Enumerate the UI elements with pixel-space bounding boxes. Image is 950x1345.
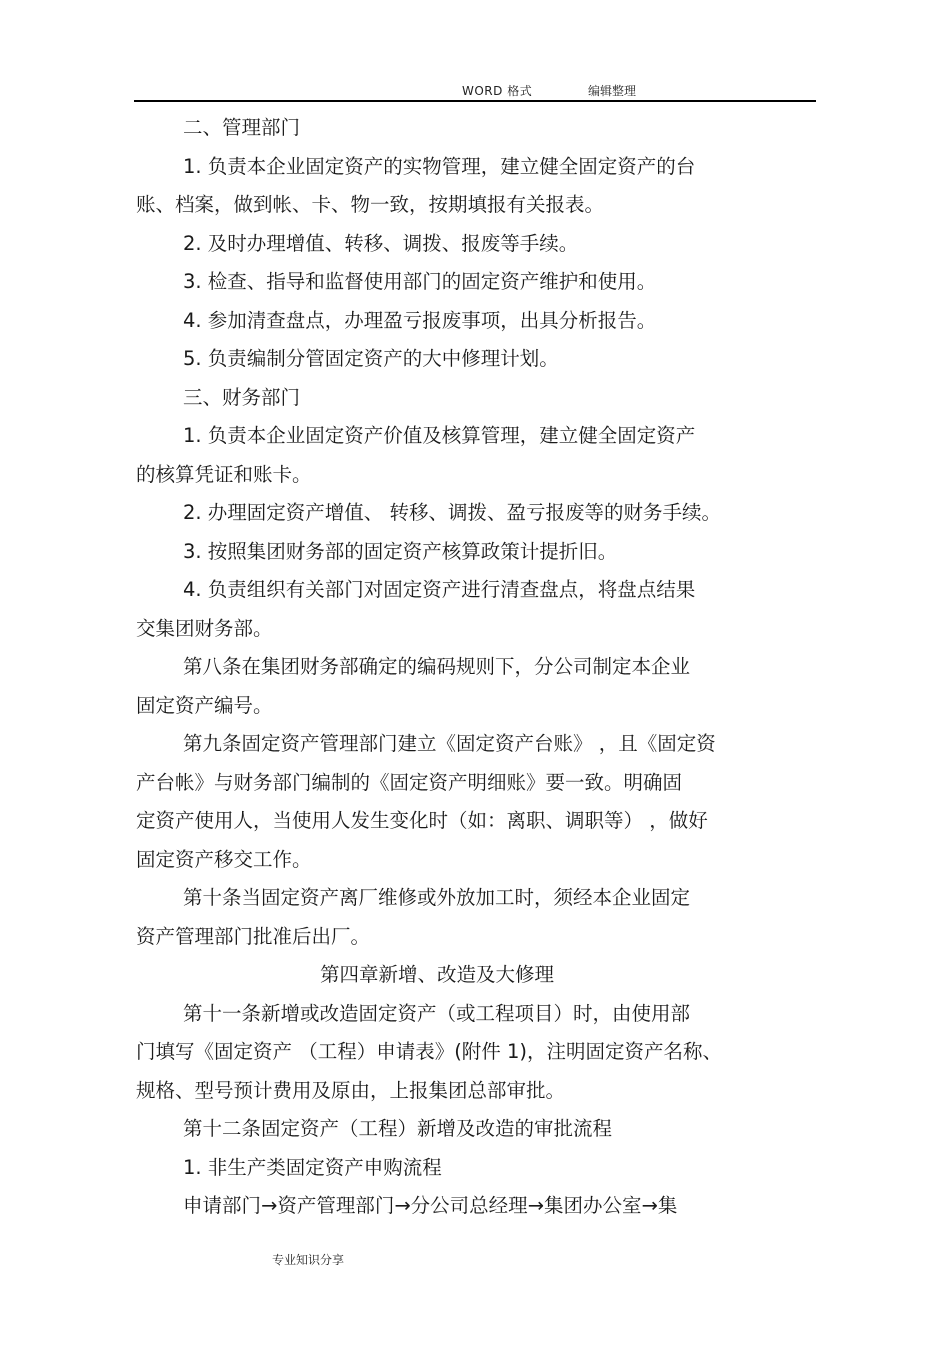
text-line: 二、管理部门 <box>183 116 301 139</box>
text-line: 5. 负责编制分管固定资产的大中修理计划。 <box>183 347 559 370</box>
text-line: 规格、型号预计费用及原由，上报集团总部审批。 <box>136 1078 566 1102</box>
text-line: 固定资产编号。 <box>136 693 273 717</box>
text-line: 2. 办理固定资产增值、 转移、调拨、盈亏报废等的财务手续。 <box>183 501 722 524</box>
text-line: 三、财务部门 <box>183 385 301 409</box>
text-line: 第十一条新增或改造固定资产（或工程项目）时，由使用部 <box>183 1001 691 1025</box>
page-footer: 专业知识分享 <box>272 1253 345 1267</box>
chapter-heading: 第四章新增、改造及大修理 <box>320 963 555 986</box>
text-line: 交集团财务部。 <box>136 616 273 640</box>
header-rule <box>134 100 816 102</box>
text-line: 第十条当固定资产离厂维修或外放加工时，须经本企业固定 <box>183 886 691 909</box>
text-line: 申请部门→资产管理部门→分公司总经理→集团办公室→集 <box>183 1194 678 1217</box>
text-line: 账、档案，做到帐、卡、物一致，按期填报有关报表。 <box>136 193 605 216</box>
text-line: 门填写《固定资产 （工程）申请表》(附件 1)，注明固定资产名称、 <box>136 1040 723 1063</box>
text-line: 3. 检查、指导和监督使用部门的固定资产维护和使用。 <box>183 270 657 293</box>
text-line: 产台帐》与财务部门编制的《固定资产明细账》要一致。明确固 <box>136 770 683 794</box>
text-line: 固定资产移交工作。 <box>136 847 312 871</box>
text-line: 3. 按照集团财务部的固定资产核算政策计提折旧。 <box>183 539 618 563</box>
text-line: 1. 负责本企业固定资产价值及核算管理，建立健全固定资产 <box>183 424 696 447</box>
text-line: 资产管理部门批准后出厂。 <box>136 924 371 948</box>
text-line: 第八条在集团财务部确定的编码规则下，分公司制定本企业 <box>183 655 691 678</box>
document-body <box>136 109 816 1226</box>
text-line: 4. 负责组织有关部门对固定资产进行清查盘点，将盘点结果 <box>183 578 696 601</box>
text-line: 1. 非生产类固定资产申购流程 <box>183 1155 442 1179</box>
header-format-label: WORD 格式 <box>462 84 533 98</box>
page-header <box>0 80 950 100</box>
text-line: 的核算凭证和账卡。 <box>136 462 312 486</box>
text-line: 第十二条固定资产（工程）新增及改造的审批流程 <box>183 1117 613 1140</box>
text-line: 2. 及时办理增值、转移、调拨、报废等手续。 <box>183 231 579 255</box>
header-edit-label: 编辑整理 <box>588 84 637 98</box>
text-line: 定资产使用人，当使用人发生变化时（如：离职、调职等） ，做好 <box>136 809 708 832</box>
text-line: 4. 参加清查盘点，办理盈亏报废事项，出具分析报告。 <box>183 308 657 332</box>
text-line: 第九条固定资产管理部门建立《固定资产台账》 ，且《固定资 <box>183 732 716 755</box>
text-line: 1. 负责本企业固定资产的实物管理，建立健全固定资产的台 <box>183 154 696 178</box>
